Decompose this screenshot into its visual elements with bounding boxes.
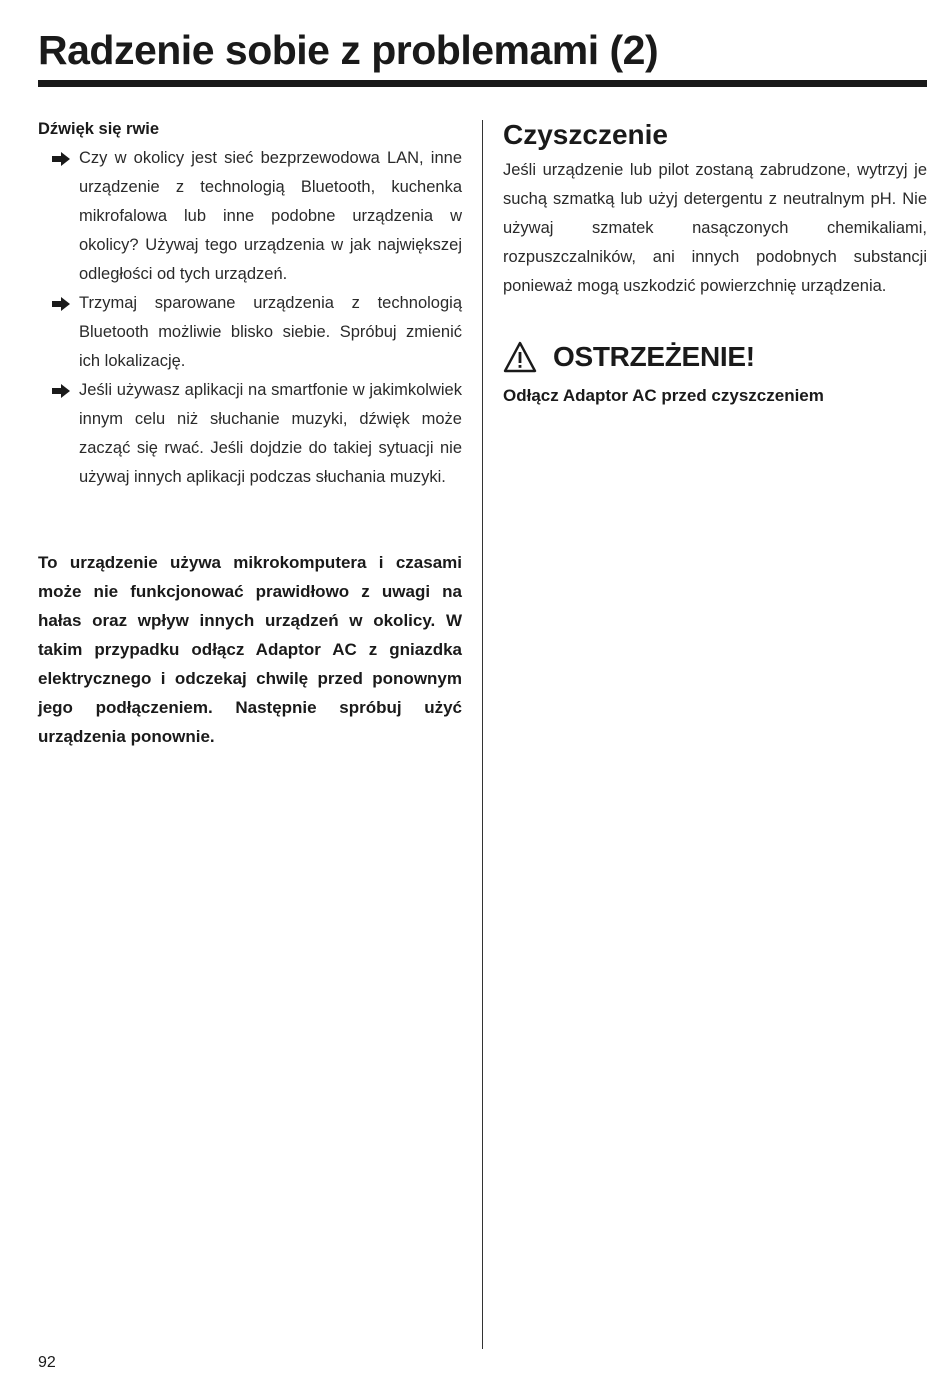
title-rule — [38, 80, 927, 87]
subheading-sound-drops: Dźwięk się rwie — [38, 120, 160, 138]
page-title: Radzenie sobie z problemami (2) — [38, 27, 659, 73]
left-column — [38, 116, 462, 492]
list-item — [38, 289, 462, 376]
warning-header — [503, 337, 927, 377]
list-item — [38, 144, 462, 289]
column-divider — [482, 120, 483, 1349]
warning-triangle-icon — [503, 341, 537, 373]
list-item-text: Jeśli używasz aplikacji na smartfonie w jakimkolwiek innym celu niż słuchanie muzyki, dźwięk może zacząć się rwać. Jeśli dojdzie do takiej sytuacji nie używaj innych aplikacji podczas słuchania muzyki. — [79, 381, 462, 486]
cleaning-text: Jeśli urządzenie lub pilot zostaną zabrudzone, wytrzyj je suchą szmatką lub użyj detergentu z neutralnym pH. Nie używaj szmatek nasączonych chemikaliami, rozpuszczalników, ani innych podobnych substancji ponieważ mogą uszkodzić powierzchnię urządzenia. — [503, 161, 927, 295]
list-item — [38, 376, 462, 492]
microcomputer-note: To urządzenie używa mikrokomputera i czasami może nie funkcjonować prawidłowo z uwagi na hałas oraz wpływ innych urządzeń w okolicy. W takim przypadku odłącz Adaptor AC z gniazdka elektrycznego i odczekaj chwilę przed ponownym jego podłączeniem. Następnie spróbuj użyć urządzenia ponownie. — [38, 553, 462, 746]
right-column — [503, 116, 927, 409]
list-item-text: Trzymaj sparowane urządzenia z technologią Bluetooth możliwie blisko siebie. Spróbuj zmienić ich lokalizację. — [79, 294, 462, 370]
warning-text: Odłącz Adaptor AC przed czyszczeniem — [503, 386, 824, 405]
arrow-right-icon — [52, 297, 70, 311]
cleaning-heading: Czyszczenie — [503, 119, 668, 150]
page-number: 92 — [38, 1354, 56, 1371]
tips-list — [38, 144, 462, 492]
warning-title: OSTRZEŻENIE! — [553, 341, 755, 372]
list-item-text: Czy w okolicy jest sieć bezprzewodowa LAN, inne urządzenie z technologią Bluetooth, kuchenka mikrofalowa lub inne podobne urządzenia w okolicy? Używaj tego urządzenia w jak największej odległości od tych urządzeń. — [79, 149, 462, 283]
arrow-right-icon — [52, 384, 70, 398]
arrow-right-icon — [52, 152, 70, 166]
